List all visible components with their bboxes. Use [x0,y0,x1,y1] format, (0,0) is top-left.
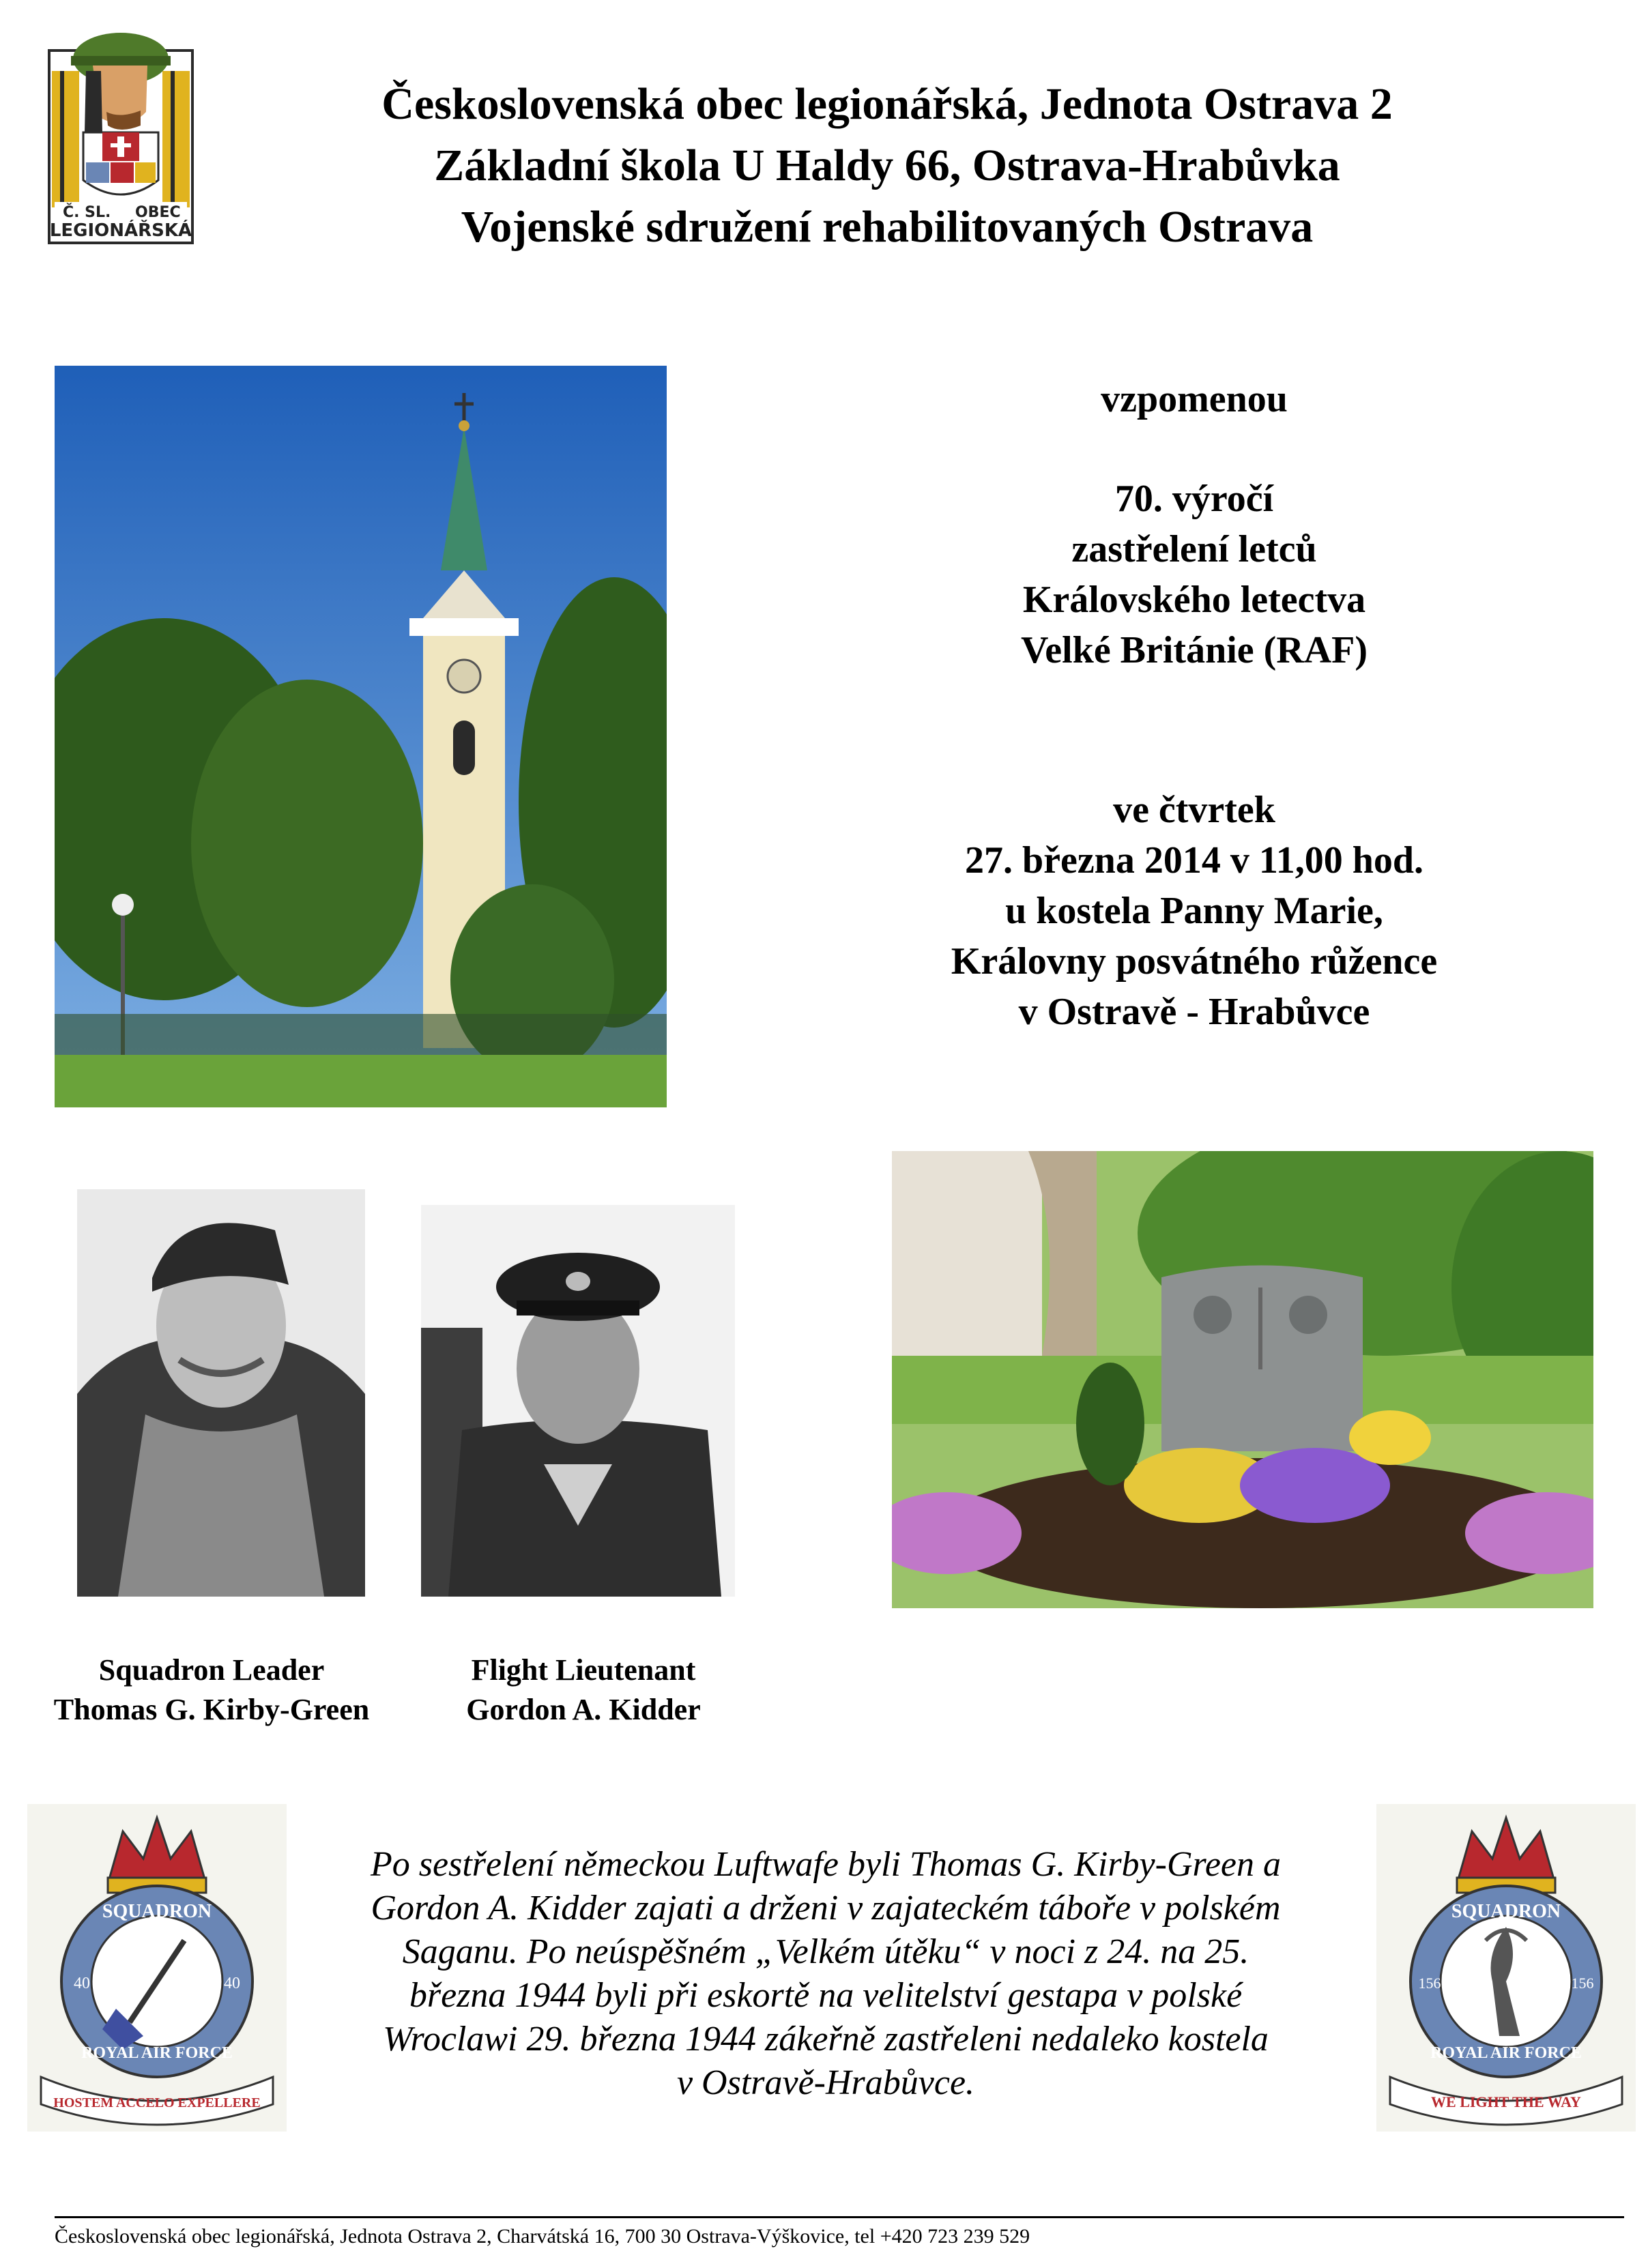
story-line: března 1944 byli při eskortě na velitelství gestapa v polské [409,1976,1243,2015]
caption-rank: Flight Lieutenant [471,1653,696,1687]
footer-text: Československá obec legionářská, Jednota Ostrava 2, Charvátská 16, 700 30 Ostrava-Výškovice, tel +420 723 239 529 [55,2225,1030,2248]
when-line: ve čtvrtek [1113,789,1275,831]
story-line: Gordon A. Kidder zajati a drženi v zajateckém táboře v polském [371,1889,1281,1928]
story-line: Po sestřelení německou Luftwafe byli Thomas G. Kirby-Green a [371,1845,1281,1884]
footer-divider [55,2216,1624,2218]
story-line: Saganu. Po neúspěšném „Velkém útěku“ v noci z 24. na 25. [402,1932,1249,1971]
header-line-2: Základní škola U Haldy 66, Ostrava-Hrabůvka [434,141,1340,190]
badge-number-right: 40 [224,1975,240,1992]
portrait-kidder [421,1205,735,1597]
when-line: v Ostravě - Hrabůvce [1018,991,1370,1033]
when-line: Královny posvátného růžence [951,940,1438,983]
announcement-when [853,785,1535,1037]
caption-name: Gordon A. Kidder [466,1693,701,1726]
story-paragraph [300,1843,1351,2105]
logo-text-bottom: LEGIONÁŘSKÁ [49,220,192,241]
squadron-40-badge [27,1804,287,2132]
header-line-1: Československá obec legionářská, Jednota Ostrava 2 [381,79,1393,129]
announcement-intro: vzpomenou [1101,378,1288,420]
memorial-photo [892,1151,1593,1608]
badge-ring-text: SQUADRON [102,1901,212,1922]
title-line: 70. výročí [1114,478,1274,520]
badge-number-left: 40 [74,1975,90,1992]
title-line: Královského letectva [1022,579,1366,621]
caption-kidder [423,1651,744,1730]
caption-rank: Squadron Leader [98,1653,325,1687]
title-line: Velké Británie (RAF) [1020,629,1368,671]
logo-text-left: Č. SL. [63,204,111,221]
announcement-intro-block [853,374,1535,424]
caption-kirby-green [20,1651,403,1730]
badge-motto: WE LIGHT THE WAY [1431,2093,1581,2110]
portrait-kirby-green [77,1189,365,1597]
header [246,74,1529,258]
badge-lower-text: ROYAL AIR FORCE [1430,2044,1582,2062]
badge-ring-text: SQUADRON [1451,1901,1561,1922]
caption-name: Thomas G. Kirby-Green [53,1693,370,1726]
badge-motto: HOSTEM ACCELO EXPELLERE [53,2095,261,2110]
badge-number-left: 156 [1418,1975,1441,1992]
when-line: u kostela Panny Marie, [1005,890,1383,932]
logo-text-right: OBEC [135,204,181,221]
story-line: v Ostravě-Hrabůvce. [676,2063,975,2102]
story-line: Wroclawi 29. března 1944 zákeřně zastřeleni nedaleko kostela [383,2020,1269,2059]
title-line: zastřelení letců [1071,528,1317,570]
legion-logo [45,30,197,247]
badge-number-right: 156 [1571,1975,1594,1992]
announcement-title [853,474,1535,675]
church-photo [55,366,667,1107]
squadron-156-badge [1376,1804,1636,2132]
badge-lower-text: ROYAL AIR FORCE [81,2044,233,2062]
header-line-3: Vojenské sdružení rehabilitovaných Ostrava [461,202,1314,252]
when-line: 27. března 2014 v 11,00 hod. [964,839,1424,882]
